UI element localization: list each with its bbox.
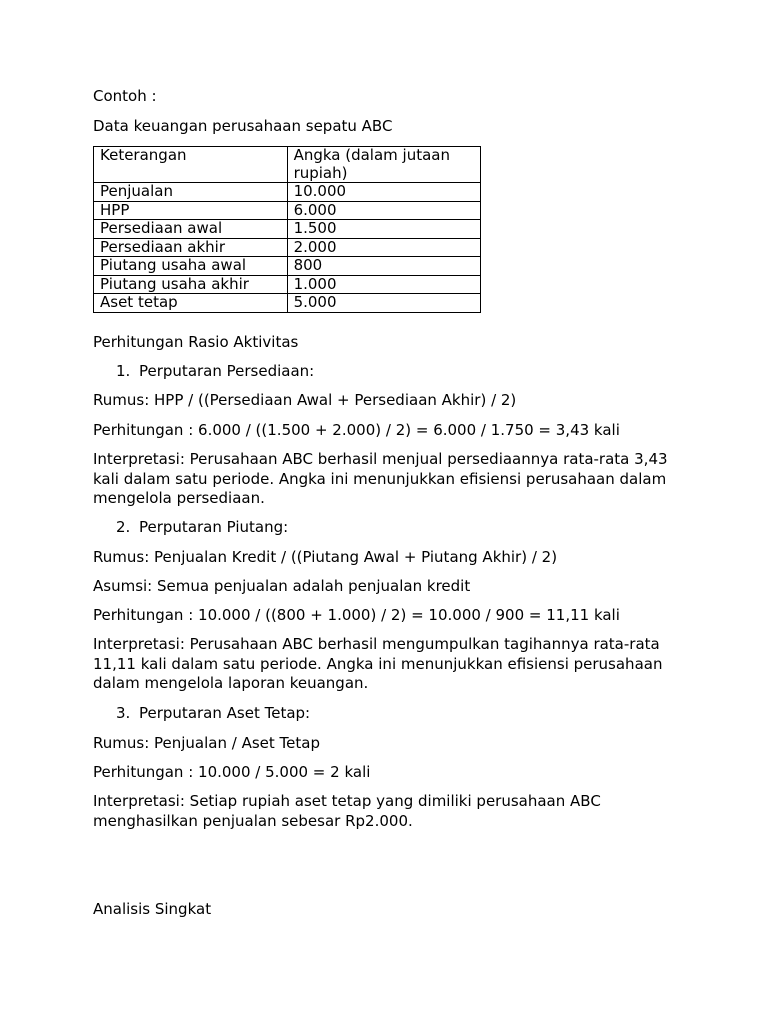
list-item-fixed-asset-turnover <box>116 704 310 724</box>
table-cell-label: Penjualan <box>94 183 288 202</box>
table-cell-value: 6.000 <box>287 201 480 220</box>
formula-text: Rumus: Penjualan / Aset Tetap <box>93 734 320 752</box>
table-row <box>94 257 481 276</box>
table-row <box>94 220 481 239</box>
formula-text: Rumus: HPP / ((Persediaan Awal + Persediaan Akhir) / 2) <box>93 391 517 409</box>
interpretation-text: Interpretasi: Setiap rupiah aset tetap yang dimiliki perusahaan ABC menghasilkan penjualan sebesar Rp2.000. <box>93 792 601 830</box>
financial-data-table <box>93 146 481 313</box>
table-cell-label: Piutang usaha awal <box>94 257 288 276</box>
table-row <box>94 238 481 257</box>
list-number: 1. <box>116 362 131 380</box>
table-cell-label: Aset tetap <box>94 294 288 313</box>
table-header-cell: Keterangan <box>94 147 288 183</box>
interpretation-text: Interpretasi: Perusahaan ABC berhasil mengumpulkan tagihannya rata-rata 11,11 kali dalam satu periode. Angka ini menunjukkan efisiensi perusahaan dalam mengelola laporan keuangan. <box>93 635 663 692</box>
table-caption: Data keuangan perusahaan sepatu ABC <box>93 117 393 135</box>
table-cell-value: 2.000 <box>287 238 480 257</box>
table-row <box>94 294 481 313</box>
list-item-inventory-turnover <box>116 362 314 382</box>
table-cell-label: HPP <box>94 201 288 220</box>
list-number: 3. <box>116 704 131 722</box>
table-cell-value: 1.500 <box>287 220 480 239</box>
list-item-title: Perputaran Persediaan: <box>139 362 315 380</box>
list-item-receivable-turnover <box>116 518 288 538</box>
section-title: Perhitungan Rasio Aktivitas <box>93 333 299 351</box>
list-item-title: Perputaran Piutang: <box>139 518 289 536</box>
table-cell-label: Persediaan awal <box>94 220 288 239</box>
table-header-row <box>94 147 481 183</box>
calculation-text: Perhitungan : 10.000 / ((800 + 1.000) / 2) = 10.000 / 900 = 11,11 kali <box>93 606 620 624</box>
assumption-text: Asumsi: Semua penjualan adalah penjualan kredit <box>93 577 471 595</box>
table-cell-label: Piutang usaha akhir <box>94 275 288 294</box>
formula-text: Rumus: Penjualan Kredit / ((Piutang Awal + Piutang Akhir) / 2) <box>93 548 558 566</box>
table-cell-value: 800 <box>287 257 480 276</box>
table-row <box>94 275 481 294</box>
table-cell-value: 1.000 <box>287 275 480 294</box>
calculation-text: Perhitungan : 6.000 / ((1.500 + 2.000) / 2) = 6.000 / 1.750 = 3,43 kali <box>93 421 620 439</box>
closing-heading: Analisis Singkat <box>93 900 212 918</box>
interpretation-text: Interpretasi: Perusahaan ABC berhasil menjual persediaannya rata-rata 3,43 kali dalam satu periode. Angka ini menunjukkan efisiensi perusahaan dalam mengelola persediaan. <box>93 450 668 507</box>
table-row <box>94 183 481 202</box>
table-row <box>94 201 481 220</box>
example-label: Contoh : <box>93 87 157 105</box>
table-cell-label: Persediaan akhir <box>94 238 288 257</box>
calculation-text: Perhitungan : 10.000 / 5.000 = 2 kali <box>93 763 371 781</box>
table-cell-value: 10.000 <box>287 183 480 202</box>
table-header-cell: Angka (dalam jutaan rupiah) <box>287 147 480 183</box>
list-item-title: Perputaran Aset Tetap: <box>139 704 311 722</box>
table-cell-value: 5.000 <box>287 294 480 313</box>
list-number: 2. <box>116 518 131 536</box>
